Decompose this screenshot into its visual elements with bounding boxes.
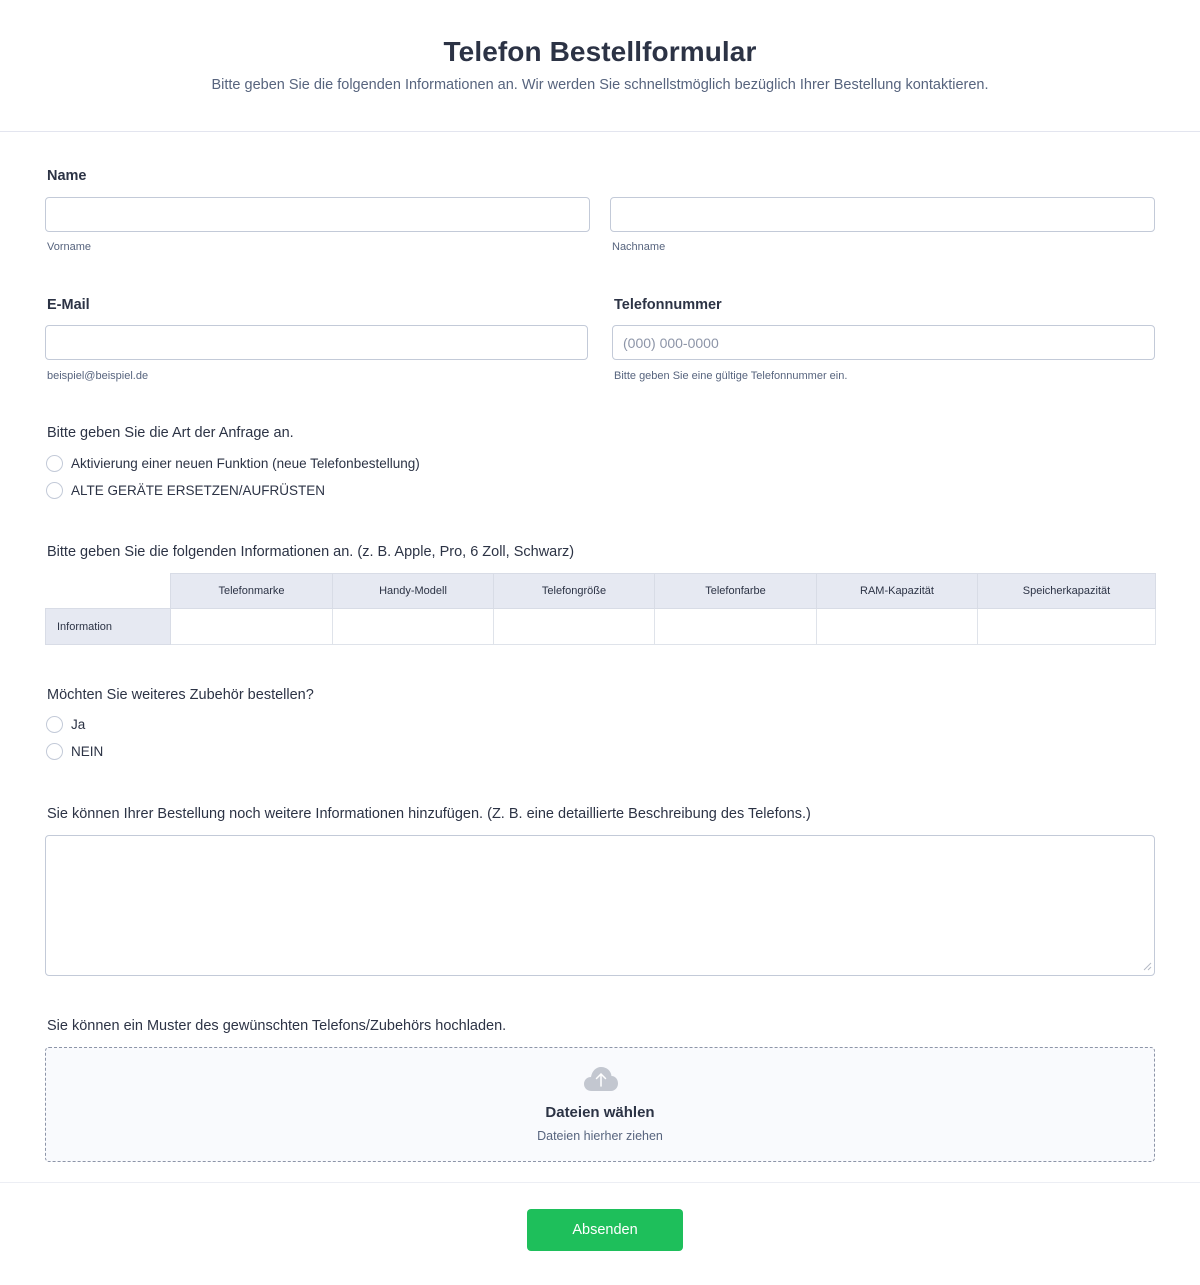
info-matrix bbox=[45, 573, 1155, 644]
form-title: Telefon Bestellformular bbox=[443, 36, 757, 67]
phone-input[interactable] bbox=[612, 325, 1155, 360]
email-label: E-Mail bbox=[47, 297, 90, 313]
matrix-cell[interactable] bbox=[333, 609, 494, 645]
email-sublabel: beispiel@beispiel.de bbox=[47, 370, 149, 382]
accessories-option-no[interactable] bbox=[46, 741, 103, 761]
matrix-column-header: Handy-Modell bbox=[333, 574, 494, 609]
choose-files-button[interactable]: Dateien wählen bbox=[545, 1104, 655, 1121]
radio-button[interactable] bbox=[46, 716, 63, 733]
additional-info-label: Sie können Ihrer Bestellung noch weitere Informationen hinzufügen. (Z. B. eine detaillierte Beschreibung des Telefons.) bbox=[47, 806, 811, 822]
matrix-column-header: Telefongröße bbox=[494, 574, 655, 609]
info-matrix-label: Bitte geben Sie die folgenden Informationen an. (z. B. Apple, Pro, 6 Zoll, Schwarz) bbox=[47, 544, 575, 560]
radio-option-label: Aktivierung einer neuen Funktion (neue Telefonbestellung) bbox=[71, 455, 420, 471]
request-type-option-replace[interactable] bbox=[46, 480, 325, 500]
matrix-cell[interactable] bbox=[655, 609, 817, 645]
radio-button[interactable] bbox=[46, 455, 63, 472]
matrix-column-header: RAM-Kapazität bbox=[817, 574, 978, 609]
request-type-option-new[interactable] bbox=[46, 453, 420, 473]
radio-option-label: ALTE GERÄTE ERSETZEN/AUFRÜSTEN bbox=[71, 482, 326, 498]
radio-option-label: Ja bbox=[71, 716, 86, 732]
email-input[interactable] bbox=[45, 325, 588, 360]
matrix-cell[interactable] bbox=[978, 609, 1156, 645]
request-type-label: Bitte geben Sie die Art der Anfrage an. bbox=[47, 425, 294, 441]
name-label: Name bbox=[47, 168, 87, 184]
form-subtitle: Bitte geben Sie die folgenden Informationen an. Wir werden Sie schnellstmöglich bezüglich Ihrer Bestellung kontaktieren. bbox=[211, 77, 989, 93]
last-name-sublabel: Nachname bbox=[612, 241, 666, 253]
phone-brand-input[interactable] bbox=[171, 610, 332, 644]
matrix-cell[interactable] bbox=[171, 609, 333, 645]
phone-label: Telefonnummer bbox=[614, 297, 722, 313]
matrix-column-header: Telefonfarbe bbox=[655, 574, 817, 609]
additional-info-textarea[interactable] bbox=[45, 835, 1155, 976]
last-name-input[interactable] bbox=[610, 197, 1155, 232]
matrix-cell[interactable] bbox=[494, 609, 655, 645]
cloud-upload-icon bbox=[583, 1066, 619, 1092]
matrix-row bbox=[46, 609, 1156, 645]
accessories-option-yes[interactable] bbox=[46, 714, 85, 734]
phone-sublabel: Bitte geben Sie eine gültige Telefonnummer ein. bbox=[614, 370, 848, 382]
matrix-column-header: Speicherkapazität bbox=[978, 574, 1156, 609]
form-header bbox=[0, 0, 1200, 132]
footer-divider bbox=[0, 1182, 1200, 1183]
upload-label: Sie können ein Muster des gewünschten Telefons/Zubehörs hochladen. bbox=[47, 1018, 507, 1034]
first-name-input[interactable] bbox=[45, 197, 590, 232]
matrix-corner bbox=[46, 574, 171, 609]
matrix-row-header: Information bbox=[46, 609, 171, 645]
radio-option-label: NEIN bbox=[71, 743, 104, 759]
radio-button[interactable] bbox=[46, 482, 63, 499]
matrix-cell[interactable] bbox=[817, 609, 978, 645]
file-upload-dropzone[interactable] bbox=[45, 1047, 1155, 1162]
submit-button[interactable]: Absenden bbox=[527, 1209, 683, 1251]
first-name-sublabel: Vorname bbox=[47, 241, 92, 253]
ram-capacity-input[interactable] bbox=[817, 610, 977, 644]
radio-button[interactable] bbox=[46, 743, 63, 760]
drag-files-hint: Dateien hierher ziehen bbox=[537, 1129, 663, 1143]
phone-color-input[interactable] bbox=[655, 610, 816, 644]
phone-model-input[interactable] bbox=[333, 610, 493, 644]
accessories-label: Möchten Sie weiteres Zubehör bestellen? bbox=[47, 687, 314, 703]
storage-capacity-input[interactable] bbox=[978, 610, 1155, 644]
resize-handle-icon[interactable] bbox=[1143, 962, 1152, 971]
phone-size-input[interactable] bbox=[494, 610, 654, 644]
matrix-column-header: Telefonmarke bbox=[171, 574, 333, 609]
